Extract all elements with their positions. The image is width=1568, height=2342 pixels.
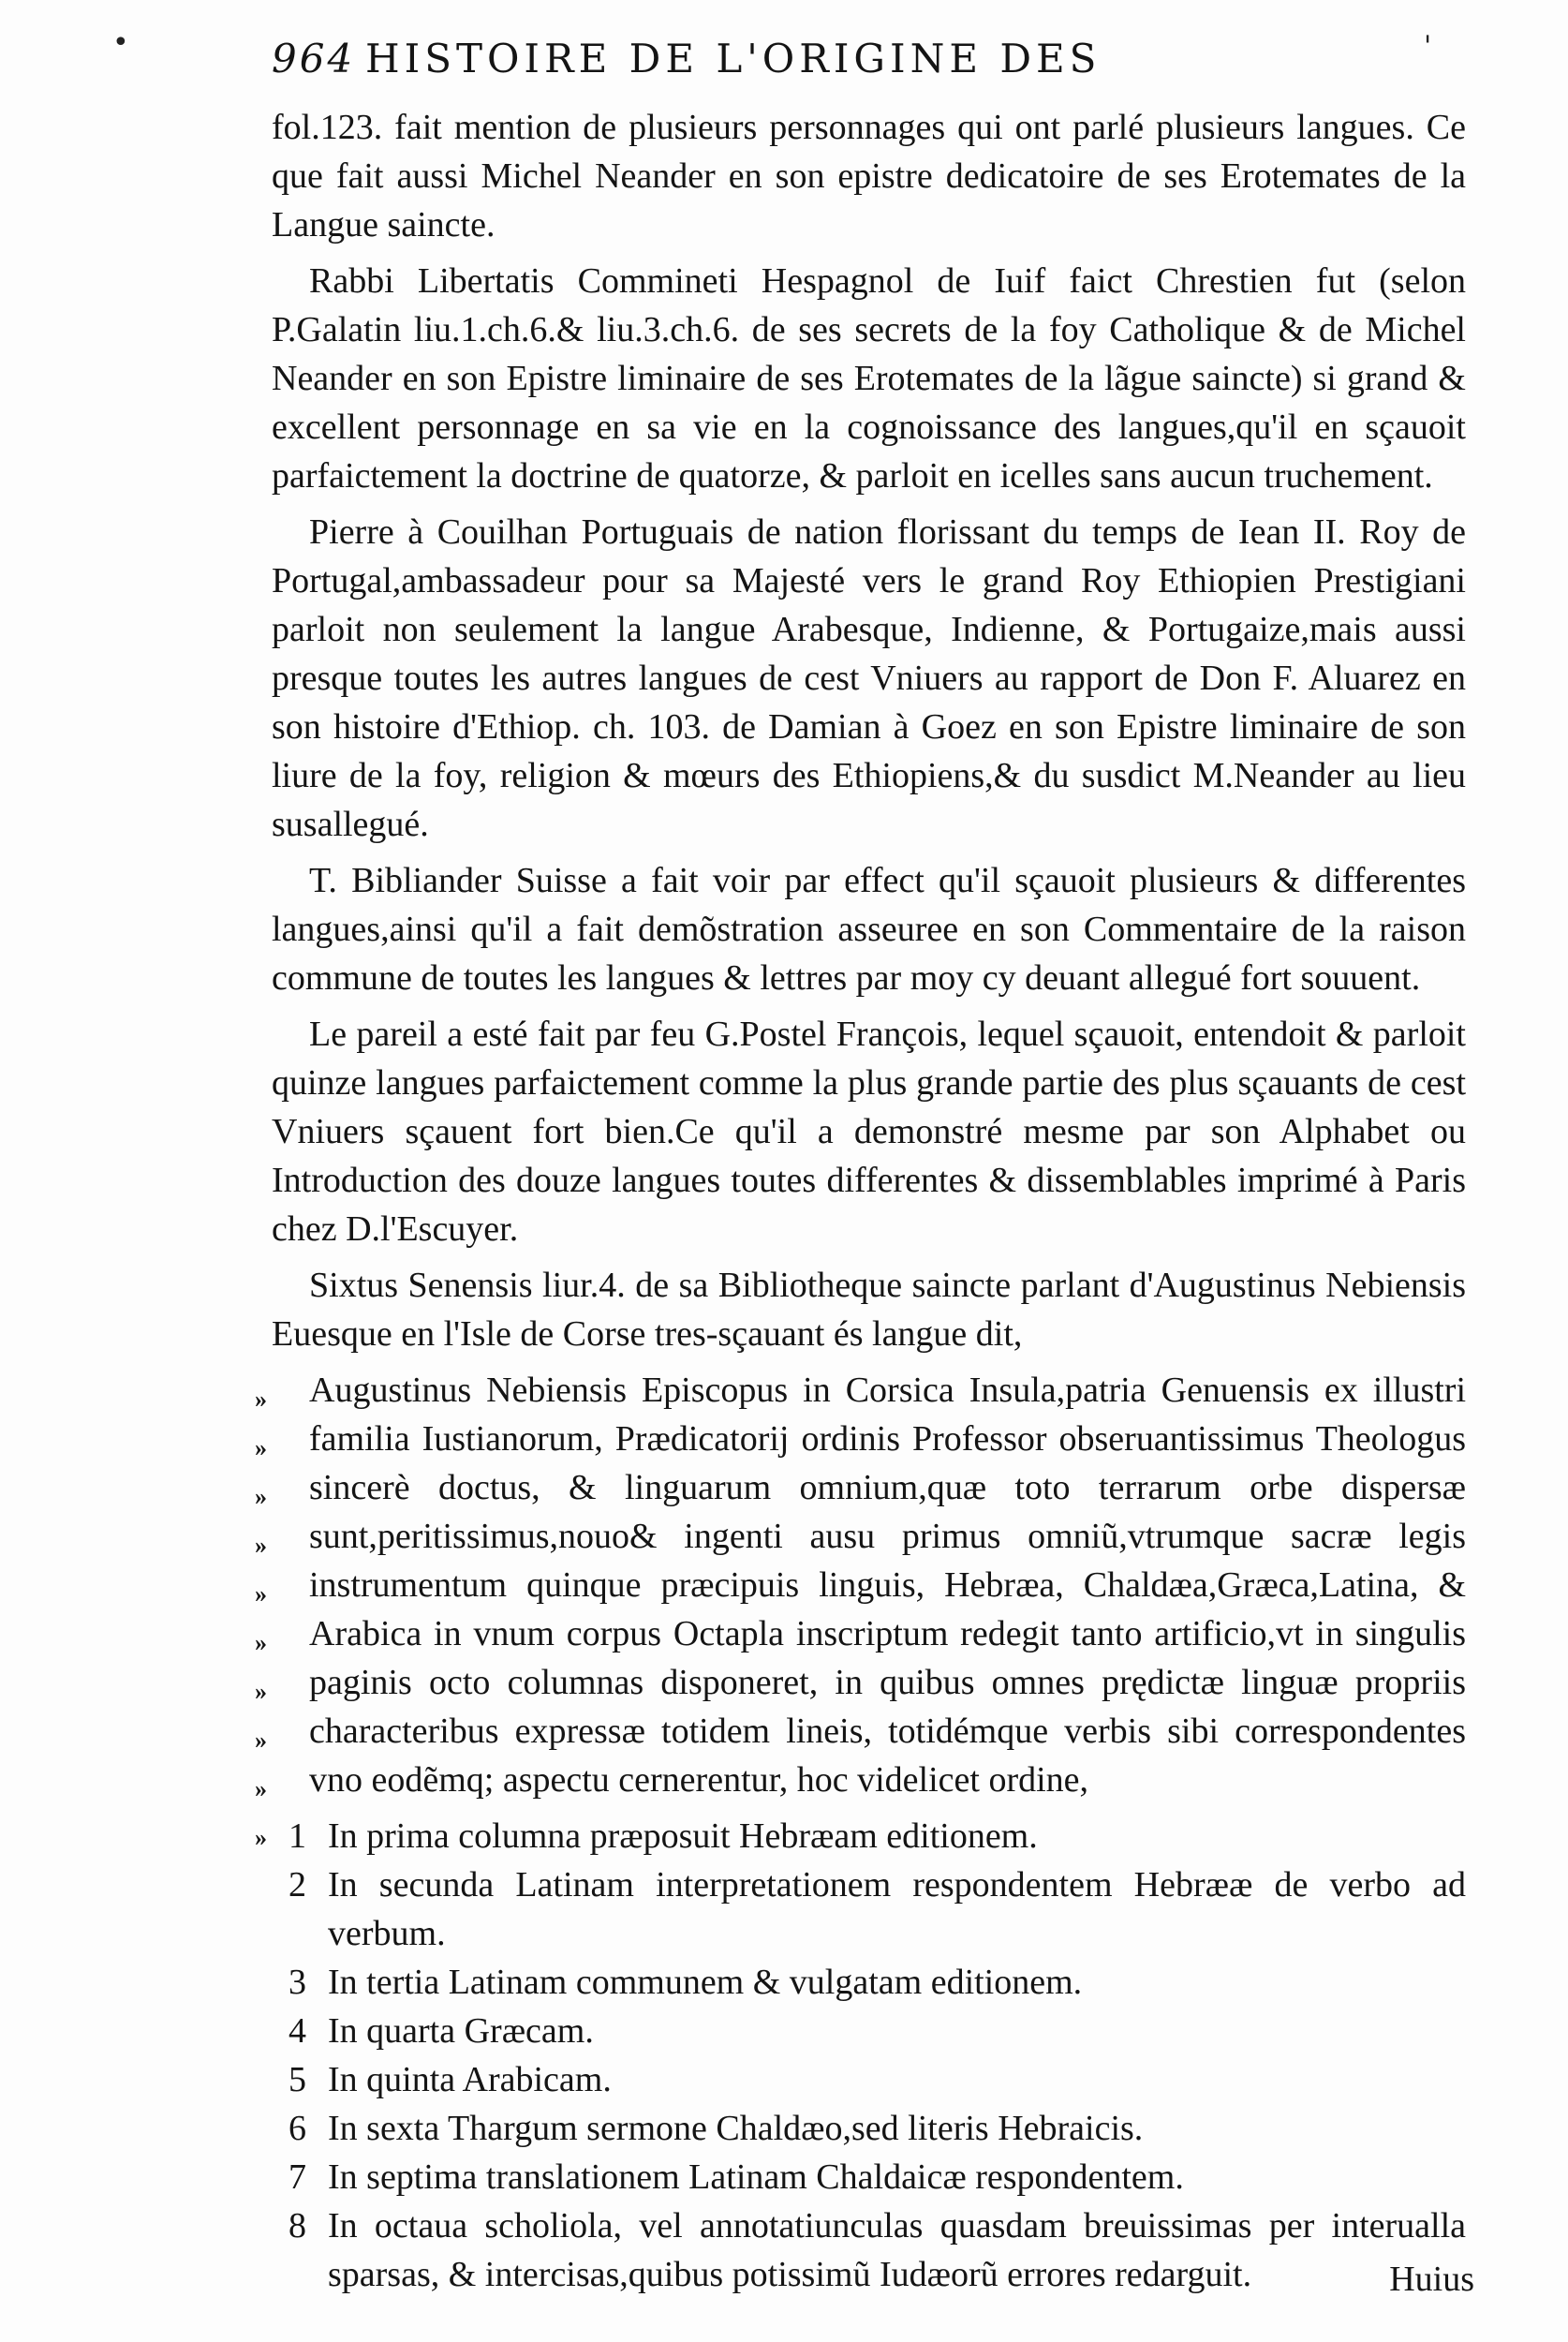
list-number: 2 [288, 1865, 306, 1905]
list-number: 6 [288, 2109, 306, 2148]
list-text: In sexta Thargum sermone Chaldæo,sed literis Hebraicis. [328, 2109, 1144, 2148]
body-text [255, 103, 1466, 2299]
quote-mark: » [255, 1629, 267, 1656]
list-text: In tertia Latinam communem & vulgatam editionem. [328, 1963, 1083, 2002]
list-item [272, 2104, 1466, 2153]
paragraph: fol.123. fait mention de plusieurs personnages qui ont parlé plusieurs langues. Ce que fait aussi Michel Neander en son epistre dedicatoire de ses Erotemates de la Langue saincte. [272, 108, 1466, 245]
quote-mark: » [255, 1532, 267, 1559]
paragraph: Le pareil a esté fait par feu G.Postel François, lequel sçauoit, entendoit & parloit quinze langues parfaictement comme la plus grande partie des plus sçauants de cest Vniuers sçauent fort bien.Ce qu'il a demonstré mesme par son Alphabet ou Introduction des douze langues toutes differentes & dissemblables imprimé à Paris chez D.l'Escuyer. [272, 1015, 1466, 1249]
list-text: In septima translationem Latinam Chaldaicæ respondentem. [328, 2157, 1184, 2197]
list-text: In secunda Latinam interpretationem respondentem Hebrææ de verbo ad verbum. [328, 1865, 1466, 1953]
list-number: 3 [288, 1963, 306, 2002]
running-title: HISTOIRE DE L'ORIGINE DES [365, 36, 1102, 82]
corner-dot-mark: • [112, 26, 129, 59]
list-item [272, 1812, 1466, 1860]
paragraph: Sixtus Senensis liur.4. de sa Bibliotheque saincte parlant d'Augustinus Nebiensis Euesque en l'Isle de Corse tres-sçauant és langue dit, [272, 1266, 1466, 1354]
quote-mark: » [255, 1580, 267, 1608]
list-text: In prima columna præposuit Hebræam editionem. [328, 1816, 1038, 1856]
list-text: In quarta Græcam. [328, 2011, 594, 2051]
column-list [272, 1812, 1466, 2299]
paragraph: Rabbi Libertatis Commineti Hespagnol de Iuif faict Chrestien fut (selon P.Galatin liu.1.ch.6.& liu.3.ch.6. de ses secrets de la foy Catholique & de Michel Neander en son Epistre liminaire de ses Erotemates de la lãgue saincte) si grand & excellent personnage en sa vie en la cognoissance des langues,qu'il en sçauoit parfaictement la doctrine de quatorze, & parloit en icelles sans aucun truchement. [272, 261, 1466, 496]
quote-mark: » [255, 1678, 267, 1705]
catchword: Huius [1389, 2260, 1474, 2299]
list-item [272, 1958, 1466, 2007]
list-item [272, 2201, 1466, 2299]
quote-mark: » [255, 1824, 267, 1851]
quote-mark: » [255, 1483, 267, 1510]
list-number: 7 [288, 2157, 306, 2197]
list-number: 8 [288, 2206, 306, 2246]
page-number: 964 [272, 36, 356, 82]
list-item [272, 2153, 1466, 2201]
page-header [272, 36, 1283, 92]
list-number: 4 [288, 2011, 306, 2051]
list-text: In quinta Arabicam. [328, 2060, 612, 2099]
quote-mark: » [255, 1775, 267, 1802]
list-item [272, 1860, 1466, 1958]
paragraph: T. Bibliander Suisse a fait voir par effect qu'il sçauoit plusieurs & differentes langues,ainsi qu'il a fait demõstration asseuree en son Commentaire de la raison commune de toutes les langues & lettres par moy cy deuant allegué fort souuent. [272, 861, 1466, 998]
list-item [272, 2007, 1466, 2055]
list-number: 1 [288, 1816, 306, 1856]
quotation-text: Augustinus Nebiensis Episcopus in Corsica Insula,patria Genuensis ex illustri familia Iustianorum, Prædicatorij ordinis Professor obseruantissimus Theologus sincerè doctus, & linguarum omnium,quæ toto terrarum orbe dispersæ sunt,peritissimus,nouo& ingenti ausu primus omniũ,vtrumque sacræ legis instrumentum quinque præcipuis linguis, Hebræa, Chaldæa,Græca,Latina, & Arabica in vnum corpus Octapla inscriptum redegit tanto artificio,vt in singulis paginis octo columnas disponeret, in quibus omnes prędictæ linguæ propriis characteribus expressæ totidem lineis, totidémque verbis sibi correspondentes vno eodẽmq; aspectu cernerentur, hoc videlicet ordine, [309, 1371, 1466, 1800]
corner-tick-mark: ' [1424, 30, 1432, 63]
quote-mark: » [255, 1727, 267, 1754]
list-item [272, 2055, 1466, 2104]
list-text: In octaua scholiola, vel annotatiunculas quasdam breuissimas per interualla sparsas, & intercisas,quibus potissimũ Iudæorũ errores redarguit. [328, 2206, 1466, 2294]
list-number: 5 [288, 2060, 306, 2099]
paragraph: Pierre à Couilhan Portuguais de nation florissant du temps de Iean II. Roy de Portugal,ambassadeur pour sa Majesté vers le grand Roy Ethiopien Prestigiani parloit non seulement la langue Arabesque, Indienne, & Portugaize,mais aussi presque toutes les autres langues de cest Vniuers au rapport de Don F. Aluarez en son histoire d'Ethiop. ch. 103. de Damian à Goez en son Epistre liminaire de son liure de la foy, religion & mœurs des Ethiopiens,& du susdict M.Neander au lieu susallegué. [272, 512, 1466, 844]
quote-mark: » [255, 1386, 267, 1413]
quote-mark: » [255, 1434, 267, 1461]
